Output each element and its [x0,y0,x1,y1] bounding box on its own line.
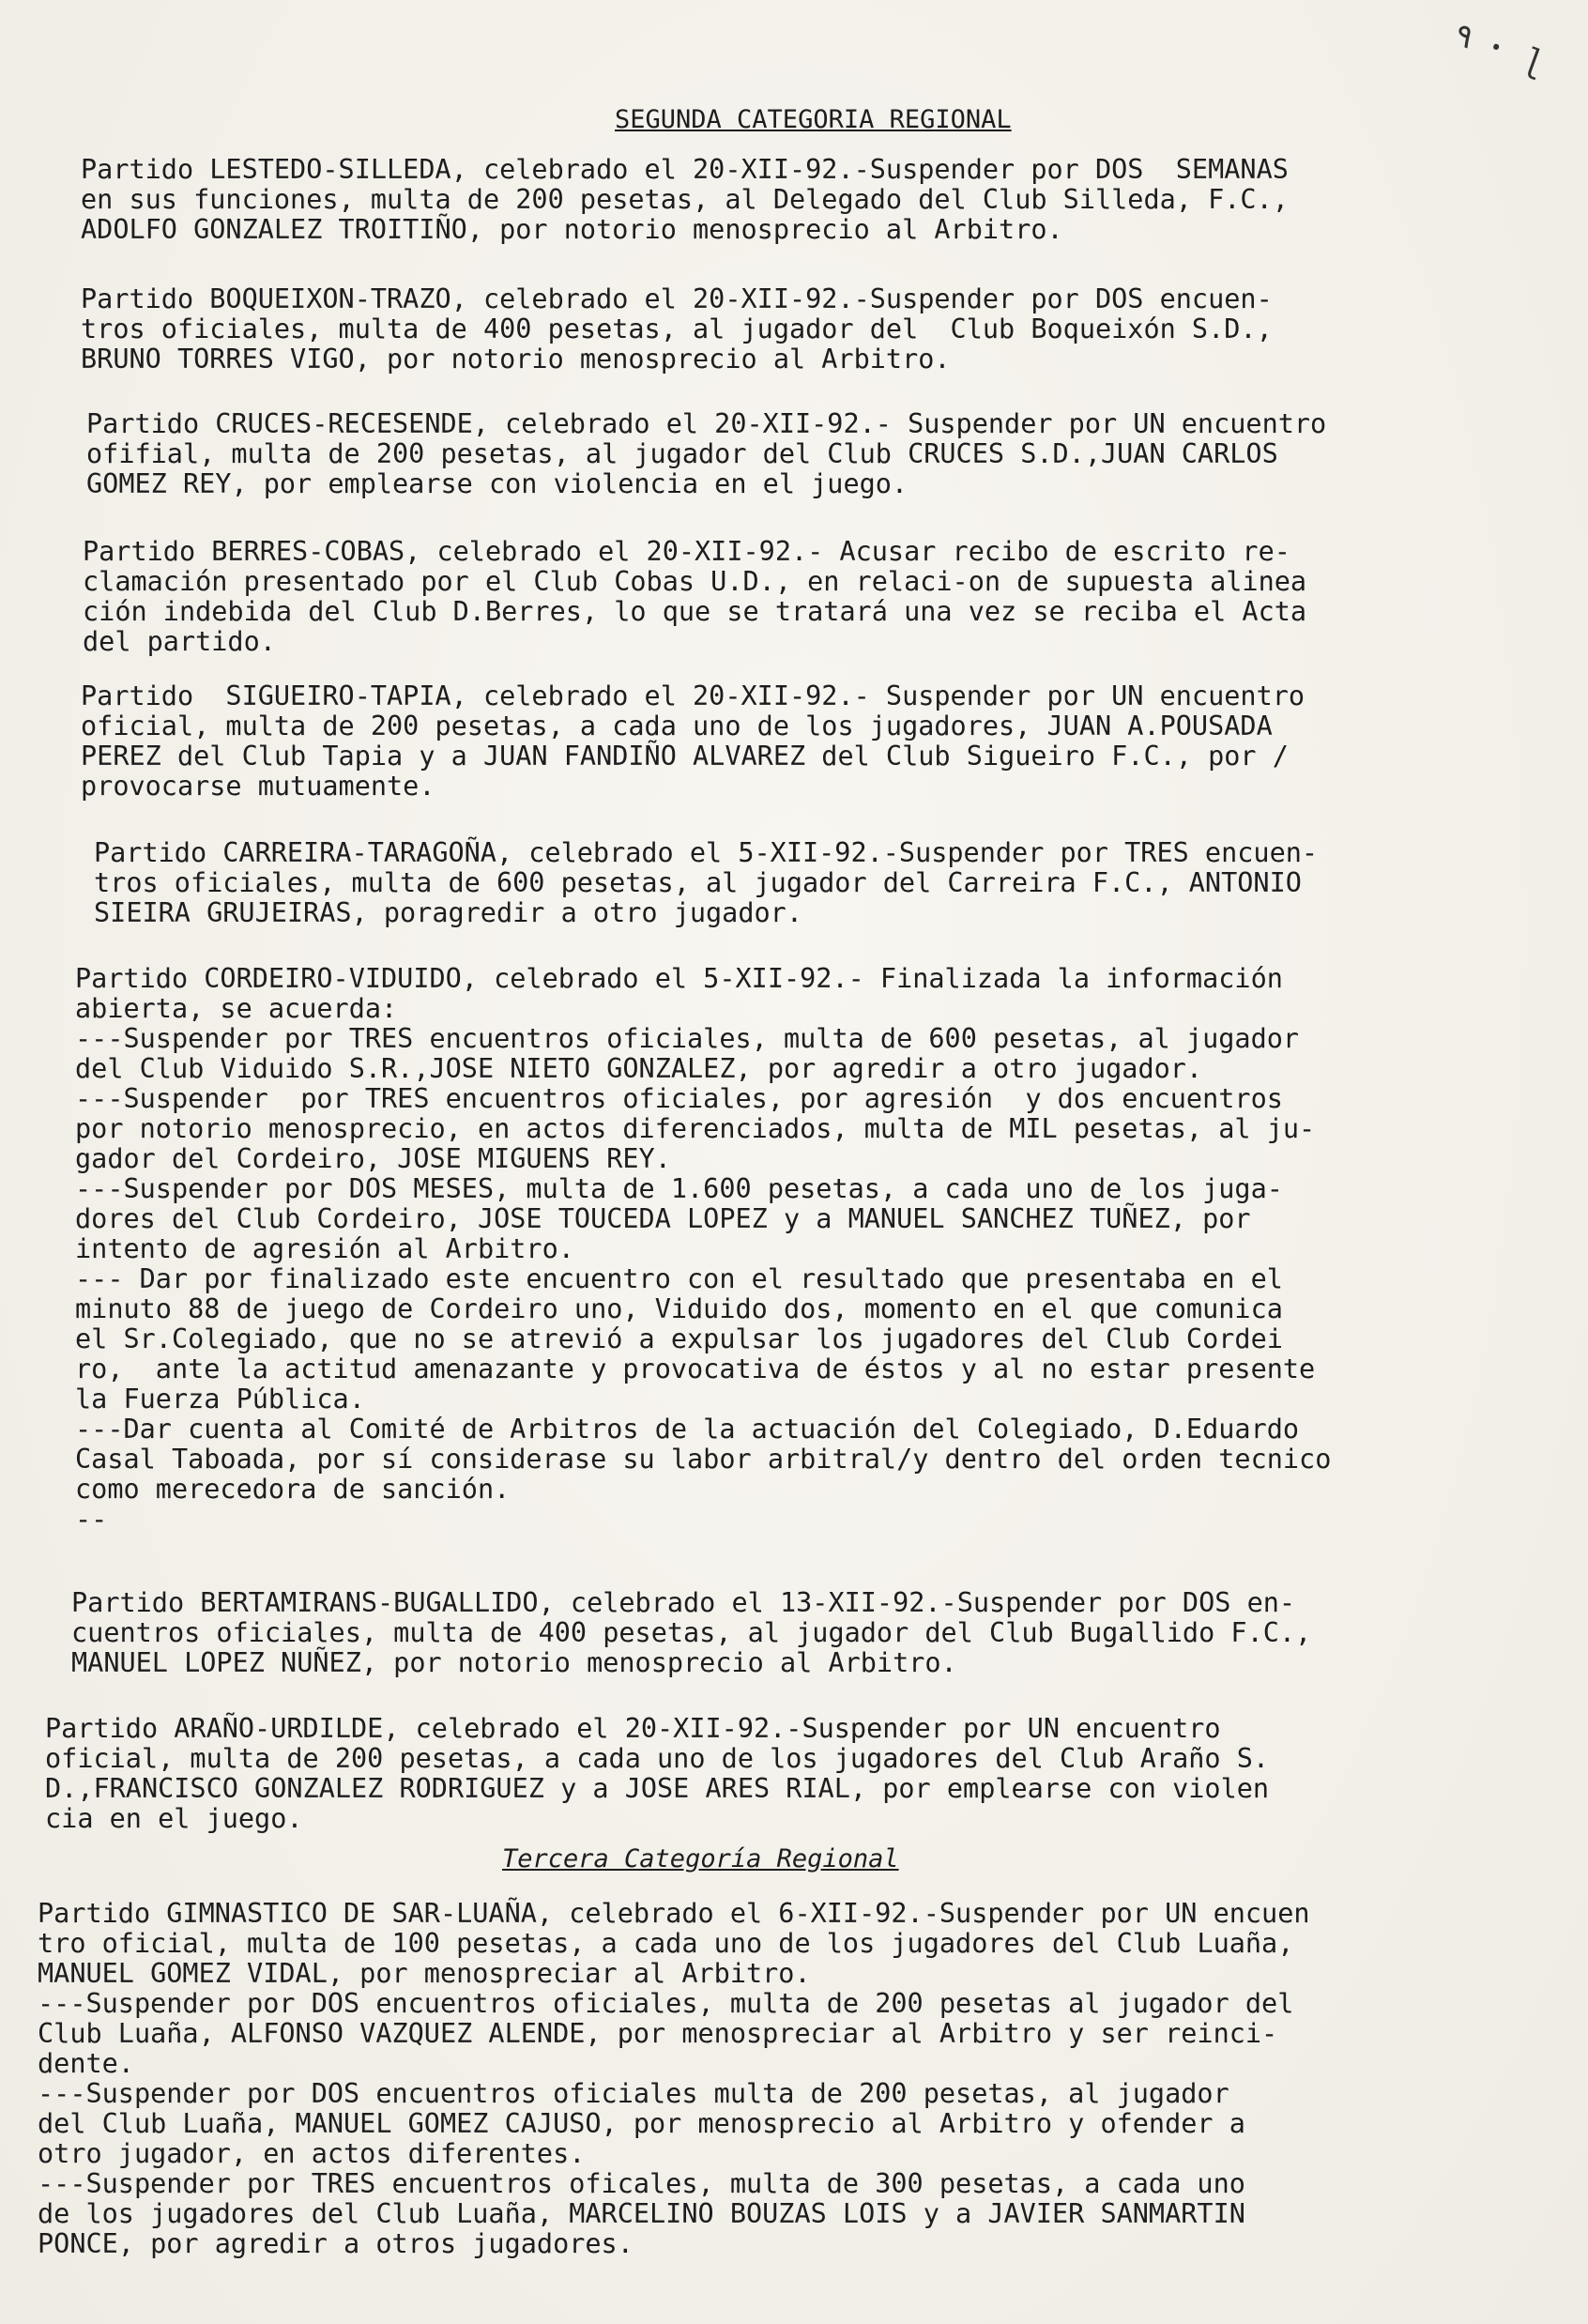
paragraph-arano-urdilde: Partido ARAÑO-URDILDE, celebrado el 20-XII-92.-Suspender por UN encuentro oficial, multa de 200 pesetas, a cada uno de los jugadores del Club Araño S. D.,FRANCISCO GONZALEZ RODRIGUEZ y a JOSE ARES RIAL, por emplearse con violen cia en el juego. [45,1713,1270,1834]
heading-tercera-categoria: Tercera Categoría Regional [502,1844,899,1873]
handwritten-corner-mark: ٩ ꞏ ɭ [1448,15,1554,84]
paragraph-sigueiro-tapia: Partido SIGUEIRO-TAPIA, celebrado el 20-XII-92.- Suspender por UN encuentro oficial, multa de 200 pesetas, a cada uno de los jugadores, JUAN A.POUSADA PEREZ del Club Tapia y a JUAN FANDIÑO ALVAREZ del Club Sigueiro F.C., por / provocarse mutuamente. [81,680,1306,802]
paragraph-lestedo-silleda: Partido LESTEDO-SILLEDA, celebrado el 20-XII-92.-Suspender por DOS SEMANAS en sus funciones, multa de 200 pesetas, al Delegado del Club Silleda, F.C., ADOLFO GONZALEZ TROITIÑO, por notorio menosprecio al Arbitro. [81,154,1289,245]
paragraph-carreira-taragona: Partido CARREIRA-TARAGOÑA, celebrado el 5-XII-92.-Suspender por TRES encuen- tros oficiales, multa de 600 pesetas, al jugador del Carreira F.C., ANTONIO SIEIRA GRUJEIRAS, poragredir a otro jugador. [94,837,1319,928]
paragraph-berres-cobas: Partido BERRES-COBAS, celebrado el 20-XII-92.- Acusar recibo de escrito re- clamación presentado por el Club Cobas U.D., en relaci-on de supuesta alinea ción indebida del Club D.Berres, lo que se tratará una vez se reciba el Acta del partido. [83,536,1307,657]
paragraph-boqueixon-trazo: Partido BOQUEIXON-TRAZO, celebrado el 20-XII-92.-Suspender por DOS encuen- tros oficiales, multa de 400 pesetas, al jugador del Club Boqueixón S.D., BRUNO TORRES VIGO, por notorio menosprecio al Arbitro. [81,283,1273,375]
paragraph-bertamirans-bugallido: Partido BERTAMIRANS-BUGALLIDO, celebrado el 13-XII-92.-Suspender por DOS en- cuentros oficiales, multa de 400 pesetas, al jugador del Club Bugallido F.C., MANUEL LOPEZ NUÑEZ, por notorio menosprecio al Arbitro. [71,1587,1312,1678]
paragraph-cordeiro-viduido: Partido CORDEIRO-VIDUIDO, celebrado el 5-XII-92.- Finalizada la información abierta, se acuerda: ---Suspender por TRES encuentros oficiales, multa de 600 pesetas, al jugador del Club Viduido S.R.,JOSE NIETO GONZALEZ, por agredir a otro jugador. ---Suspender por TRES encuentros oficiales, por agresión y dos encuentros por notorio menosprecio, en actos diferenciados, multa de MIL pesetas, al ju- gador del Cordeiro, JOSE MIGUENS REY. ---Suspender por DOS MESES, multa de 1.600 pesetas, a cada uno de los juga- dores del Club Cordeiro, JOSE TOUCEDA LOPEZ y a MANUEL SANCHEZ TUÑEZ, por intento de agresión al Arbitro. --- Dar por finalizado este encuentro con el resultado que presentaba en el minuto 88 de juego de Cordeiro uno, Viduido dos, momento en el que comunica el Sr.Colegiado, que no se atrevió a expulsar los jugadores del Club Cordei ro, ante la actitud amenazante y provocativa de éstos y al no estar presente la Fuerza Pública. ---Dar cuenta al Comité de Arbitros de la actuación del Colegiado, D.Eduardo Casal Taboada, por sí considerase su labor arbitral/y dentro del orden tecnico como merecedora de sanción. -- [75,963,1332,1535]
paragraph-cruces-recesende: Partido CRUCES-RECESENDE, celebrado el 20-XII-92.- Suspender por UN encuentro ofifial, multa de 200 pesetas, al jugador del Club CRUCES S.D.,JUAN CARLOS GOMEZ REY, por emplearse con violencia en el juego. [86,408,1327,499]
heading-segunda-categoria: SEGUNDA CATEGORIA REGIONAL [615,105,1012,134]
paragraph-gimnastico-sar-luana: Partido GIMNASTICO DE SAR-LUAÑA, celebrado el 6-XII-92.-Suspender por UN encuen tro oficial, multa de 100 pesetas, a cada uno de los jugadores del Club Luaña, MANUEL GOMEZ VIDAL, por menospreciar al Arbitro. ---Suspender por DOS encuentros oficiales, multa de 200 pesetas al jugador del Club Luaña, ALFONSO VAZQUEZ ALENDE, por menospreciar al Arbitro y ser reinci- dente. ---Suspender por DOS encuentros oficiales multa de 200 pesetas, al jugador del Club Luaña, MANUEL GOMEZ CAJUSO, por menosprecio al Arbitro y ofender a otro jugador, en actos diferentes. ---Suspender por TRES encuentros oficales, multa de 300 pesetas, a cada uno de los jugadores del Club Luaña, MARCELINO BOUZAS LOIS y a JAVIER SANMARTIN PONCE, por agredir a otros jugadores. [38,1898,1310,2259]
